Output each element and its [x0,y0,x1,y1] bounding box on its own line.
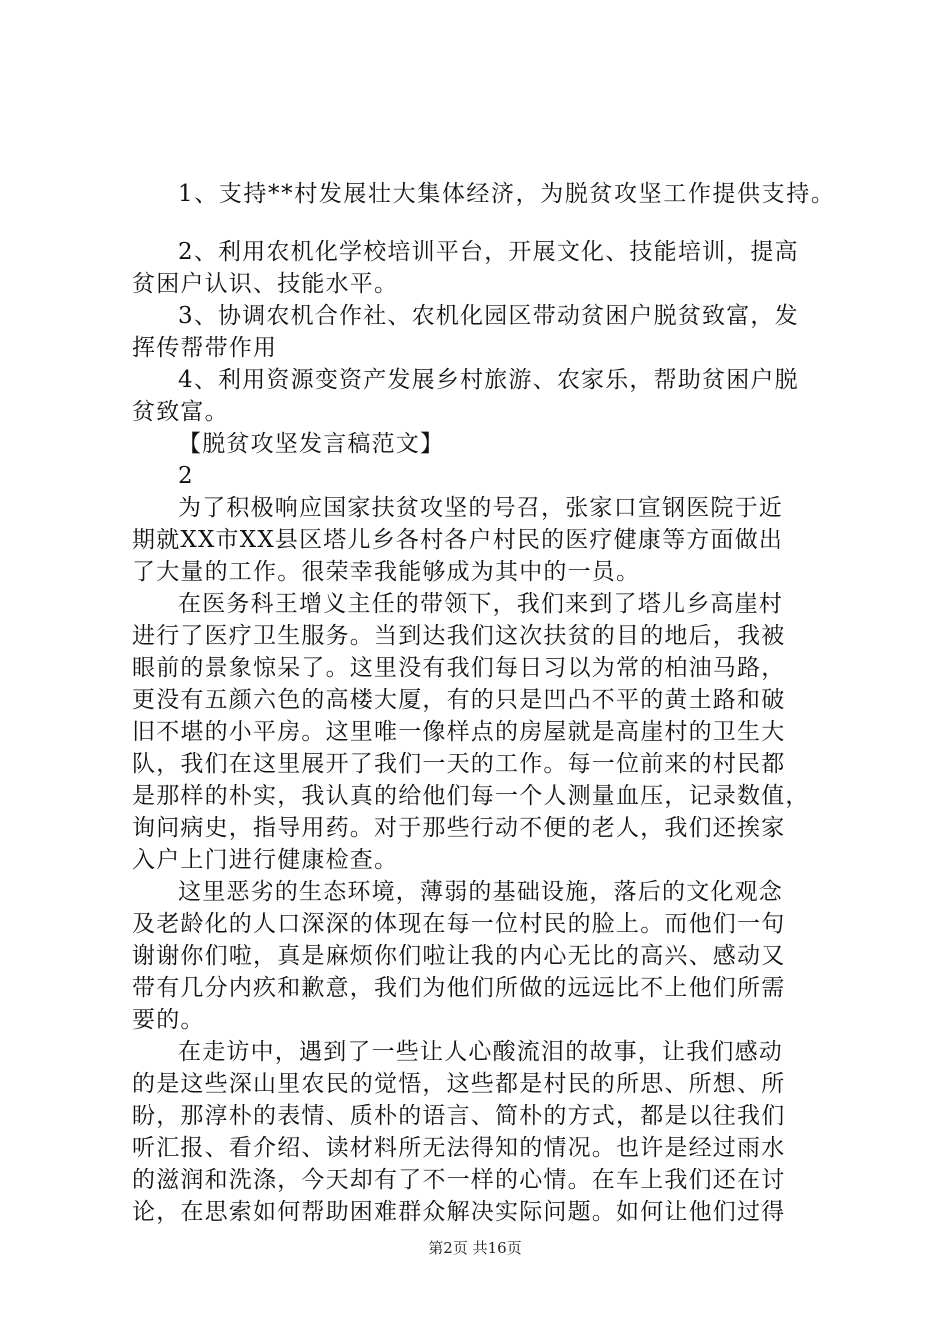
paragraph-3-line-3: 谢谢你们啦，真是麻烦你们啦让我的内心无比的高兴、感动又 [132,943,786,969]
page-footer: 第2页 共16页 [428,1239,522,1257]
paragraph-2-line-5: 旧不堪的小平房。这里唯一像样点的房屋就是高崖村的卫生大 [132,719,786,745]
list-item-4-line-2: 贫致富。 [132,399,229,425]
paragraph-4-line-3: 盼，那淳朴的表情、质朴的语言、简朴的方式，都是以往我们 [132,1103,786,1129]
section-number: 2 [178,463,194,489]
paragraph-1-line-2: 期就XX市XX县区塔儿乡各村各户村民的医疗健康等方面做出 [132,527,784,553]
list-item-2-line-2: 贫困户认识、技能水平。 [132,271,399,297]
paragraph-3-line-5: 要的。 [132,1007,205,1033]
paragraph-4-line-4: 听汇报、看介绍、读材料所无法得知的情况。也许是经过雨水 [132,1135,786,1161]
paragraph-3-line-1: 这里恶劣的生态环境，薄弱的基础设施，落后的文化观念 [178,879,783,905]
paragraph-3-line-2: 及老龄化的人口深深的体现在每一位村民的脸上。而他们一句 [132,911,786,937]
list-item-1: 1、支持**村发展壮大集体经济，为脱贫攻坚工作提供支持。 [178,181,836,207]
list-item-3-line-1: 3、协调农机合作社、农机化园区带动贫困户脱贫致富，发 [178,303,799,329]
paragraph-2-line-3: 眼前的景象惊呆了。这里没有我们每日习以为常的柏油马路， [132,655,786,681]
paragraph-4-line-2: 的是这些深山里农民的觉悟，这些都是村民的所思、所想、所 [132,1071,786,1097]
paragraph-2-line-6: 队，我们在这里展开了我们一天的工作。每一位前来的村民都 [132,751,786,777]
list-item-2-line-1: 2、利用农机化学校培训平台，开展文化、技能培训，提高 [178,239,799,265]
paragraph-4-line-1: 在走访中，遇到了一些让人心酸流泪的故事，让我们感动 [178,1039,783,1065]
paragraph-2-line-7: 是那样的朴实，我认真的给他们每一个人测量血压，记录数值， [132,783,810,809]
list-item-3-line-2: 挥传帮带作用 [132,335,278,361]
paragraph-4-line-6: 论，在思索如何帮助困难群众解决实际问题。如何让他们过得 [132,1199,786,1225]
paragraph-1-line-1: 为了积极响应国家扶贫攻坚的号召，张家口宣钢医院于近 [178,495,783,521]
paragraph-2-line-8: 询问病史，指导用药。对于那些行动不便的老人，我们还挨家 [132,815,786,841]
section-heading: 【脱贫攻坚发言稿范文】 [178,431,445,457]
paragraph-2-line-1: 在医务科王增义主任的带领下，我们来到了塔儿乡高崖村 [178,591,783,617]
list-item-4-line-1: 4、利用资源变资产发展乡村旅游、农家乐，帮助贫困户脱 [178,367,799,393]
paragraph-2-line-2: 进行了医疗卫生服务。当到达我们这次扶贫的目的地后，我被 [132,623,786,649]
paragraph-1-line-3: 了大量的工作。很荣幸我能够成为其中的一员。 [132,559,641,585]
paragraph-2-line-9: 入户上门进行健康检查。 [132,847,399,873]
paragraph-3-line-4: 带有几分内疚和歉意，我们为他们所做的远远比不上他们所需 [132,975,786,1001]
paragraph-4-line-5: 的滋润和洗涤，今天却有了不一样的心情。在车上我们还在讨 [132,1167,786,1193]
paragraph-2-line-4: 更没有五颜六色的高楼大厦，有的只是凹凸不平的黄土路和破 [132,687,786,713]
